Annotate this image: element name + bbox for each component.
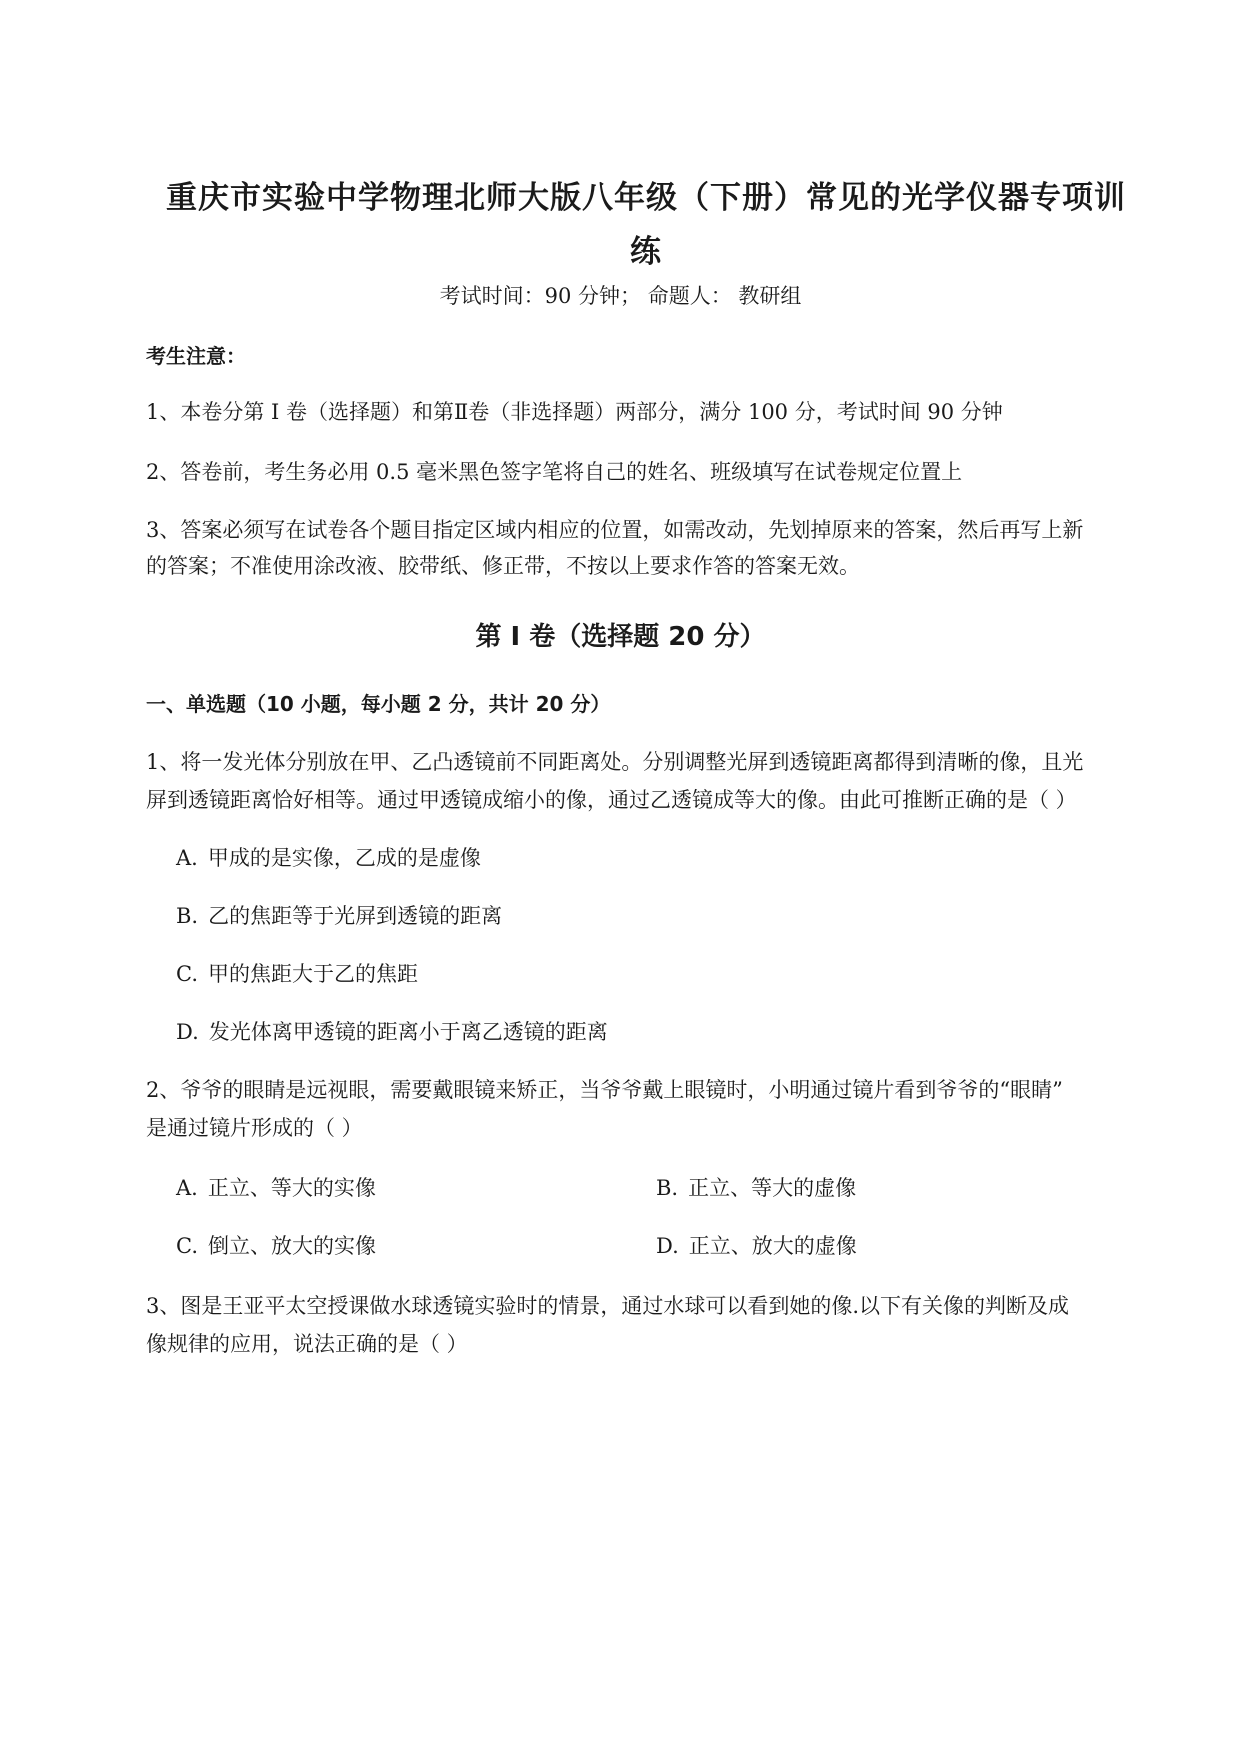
option-letter: B.	[656, 1176, 679, 1200]
option-letter: A.	[176, 846, 198, 870]
notice-3-line-2: 的答案；不准使用涂改液、胶带纸、修正带，不按以上要求作答的答案无效。	[146, 554, 860, 578]
question-1-option-c	[176, 958, 418, 988]
question-3-line-2: 像规律的应用，说法正确的是（ ）	[146, 1332, 468, 1356]
question-2-option-a	[176, 1172, 376, 1202]
option-letter: A.	[176, 1176, 198, 1200]
question-2-option-d	[656, 1230, 857, 1260]
option-text: 正立、等大的实像	[207, 1176, 376, 1200]
option-text: 正立、等大的虚像	[688, 1176, 857, 1200]
question-1-option-a	[176, 842, 481, 872]
question-2-option-b	[656, 1172, 856, 1202]
question-2-option-c	[176, 1230, 376, 1260]
notice-heading: 考生注意：	[146, 344, 246, 368]
title-line-2: 练	[630, 234, 662, 270]
option-text: 乙的焦距等于光屏到透镜的距离	[208, 904, 503, 928]
question-2-line-1: 2、爷爷的眼睛是远视眼，需要戴眼镜来矫正，当爷爷戴上眼镜时，小明通过镜片看到爷爷的“眼睛”	[146, 1078, 1063, 1102]
option-letter: C.	[176, 1234, 198, 1258]
question-1-option-b	[176, 900, 502, 930]
option-text: 正立、放大的虚像	[688, 1234, 857, 1258]
notice-2: 2、答卷前，考生务必用 0.5 毫米黑色签字笔将自己的姓名、班级填写在试卷规定位置上	[146, 460, 963, 484]
option-letter: D.	[176, 1020, 199, 1044]
section-title: 第 I 卷（选择题 20 分）	[475, 622, 766, 652]
option-text: 甲成的是实像，乙成的是虚像	[207, 846, 481, 870]
question-3-line-1: 3、图是王亚平太空授课做水球透镜实验时的情景，通过水球可以看到她的像.以下有关像的判断及成	[146, 1294, 1070, 1318]
option-letter: B.	[176, 904, 199, 928]
notice-3-line-1: 3、答案必须写在试卷各个题目指定区域内相应的位置，如需改动，先划掉原来的答案，然后再写上新	[146, 518, 1084, 542]
option-text: 倒立、放大的实像	[208, 1234, 376, 1258]
option-text: 甲的焦距大于乙的焦距	[208, 962, 418, 986]
option-letter: D.	[656, 1234, 679, 1258]
option-letter: C.	[176, 962, 198, 986]
question-1-line-2: 屏到透镜距离恰好相等。通过甲透镜成缩小的像，通过乙透镜成等大的像。由此可推断正确的是（ ）	[146, 788, 1077, 812]
notice-1: 1、本卷分第 I 卷（选择题）和第Ⅱ卷（非选择题）两部分，满分 100 分，考试时间 90 分钟	[146, 400, 1003, 424]
question-2-line-2: 是通过镜片形成的（ ）	[146, 1116, 363, 1140]
exam-meta: 考试时间：90 分钟； 命题人： 教研组	[439, 284, 802, 308]
title-line-1: 重庆市实验中学物理北师大版八年级（下册）常见的光学仪器专项训	[166, 180, 1126, 216]
option-text: 发光体离甲透镜的距离小于离乙透镜的距离	[208, 1020, 608, 1044]
question-1-line-1: 1、将一发光体分别放在甲、乙凸透镜前不同距离处。分别调整光屏到透镜距离都得到清晰的像，且光	[146, 750, 1084, 774]
sub-heading: 一、单选题（10 小题，每小题 2 分，共计 20 分）	[146, 692, 611, 716]
question-1-option-d	[176, 1016, 608, 1046]
